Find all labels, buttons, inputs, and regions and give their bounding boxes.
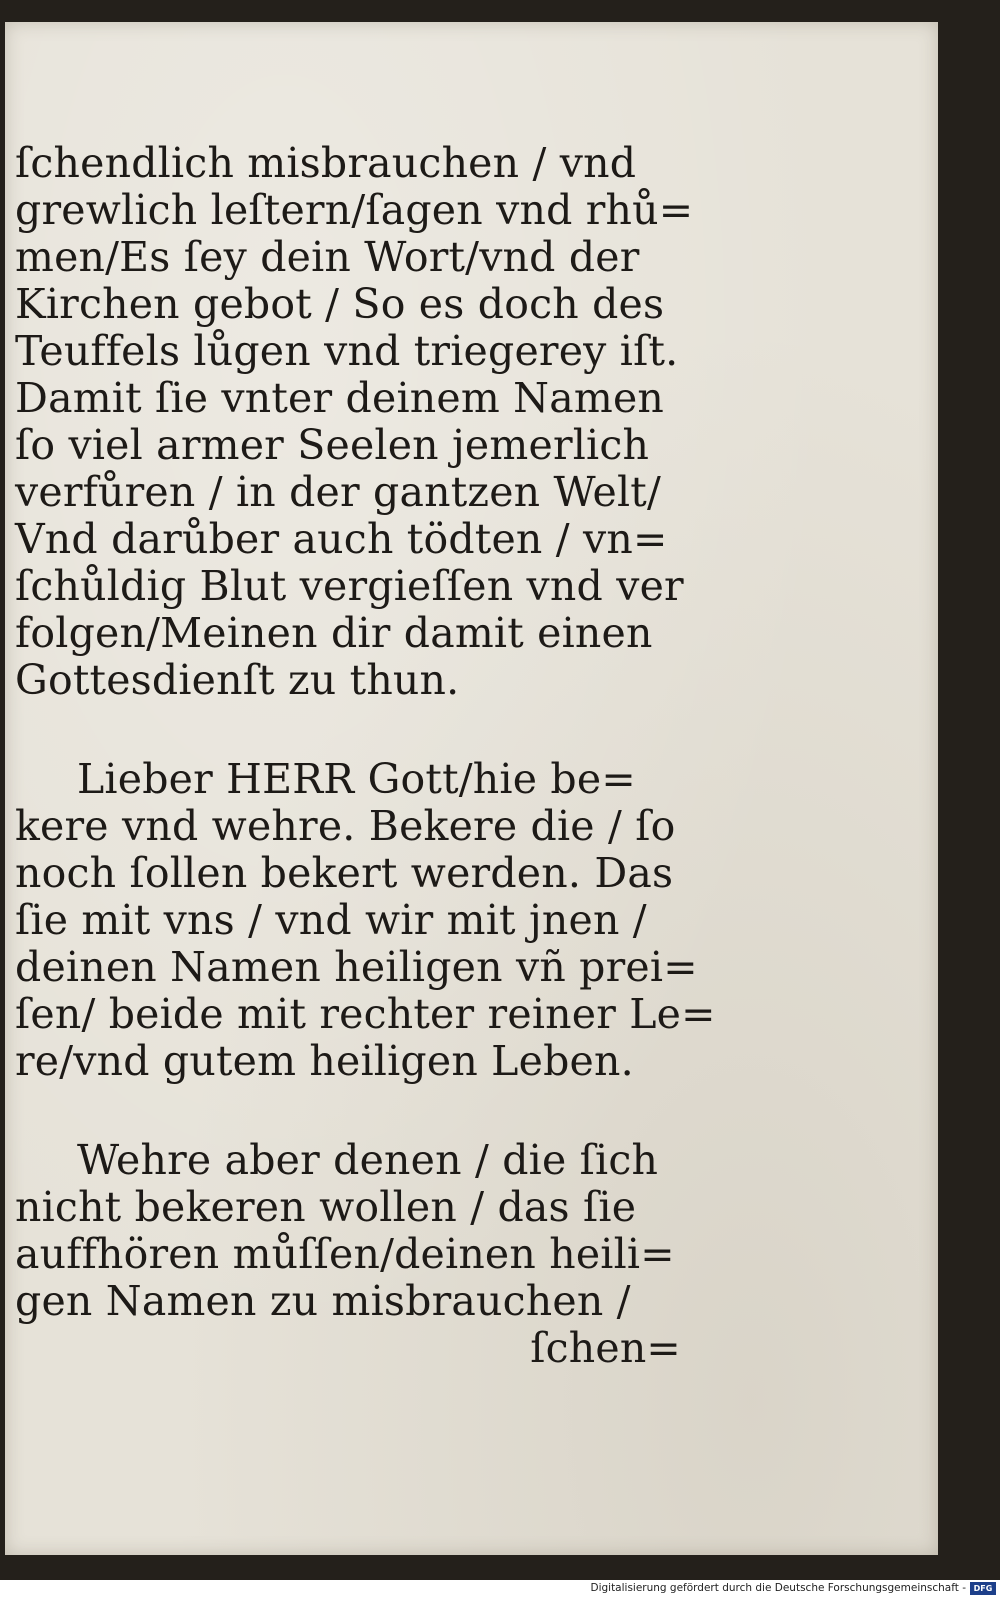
text-line: folgen/Meinen dir damit einen bbox=[15, 609, 653, 657]
text-line: grewlich leſtern/ſagen vnd rhů= bbox=[15, 186, 694, 234]
text-line: ſo viel armer Seelen jemerlich bbox=[15, 421, 650, 469]
dfg-logo: DFG bbox=[970, 1582, 996, 1595]
text-line: nicht bekeren wollen / das ſie bbox=[15, 1183, 637, 1231]
catchword: ſchen= bbox=[530, 1324, 681, 1372]
text-line: deinen Namen heiligen vñ prei= bbox=[15, 943, 698, 991]
paragraph-2 bbox=[15, 755, 716, 1085]
text-line: Teuffels lůgen vnd triegerey iſt. bbox=[15, 327, 679, 375]
text-line: gen Namen zu misbrauchen / bbox=[15, 1277, 631, 1325]
paragraph-1 bbox=[15, 140, 695, 704]
book-page bbox=[5, 22, 938, 1555]
text-line: Kirchen gebot / So es doch des bbox=[15, 280, 665, 328]
text-line: Damit ſie vnter deinem Namen bbox=[15, 374, 665, 422]
text-line: kere vnd wehre. Bekere die / ſo bbox=[15, 802, 676, 850]
page-text bbox=[15, 139, 716, 1372]
text-line: verfůren / in der gantzen Welt/ bbox=[15, 468, 661, 516]
text-line: Wehre aber denen / die ſich bbox=[77, 1136, 659, 1184]
text-line: ſie mit vns / vnd wir mit jnen / bbox=[15, 896, 647, 944]
text-line: Gottesdienſt zu thun. bbox=[15, 656, 460, 704]
paragraph-3 bbox=[15, 1137, 695, 1372]
footer-bar bbox=[0, 1580, 1000, 1598]
text-line: auffhören můſſen/deinen heili= bbox=[15, 1230, 675, 1278]
text-line: Lieber HERR Gott/hie be= bbox=[77, 755, 636, 803]
text-line: ſen/ beide mit rechter reiner Le= bbox=[15, 990, 716, 1038]
text-line: re/vnd gutem heiligen Leben. bbox=[15, 1037, 634, 1085]
text-line: Vnd darůber auch tödten / vn= bbox=[15, 515, 668, 563]
text-line: men/Es ſey dein Wort/vnd der bbox=[15, 233, 640, 281]
text-line: noch ſollen bekert werden. Das bbox=[15, 849, 674, 897]
text-line: ſchendlich misbrauchen / vnd bbox=[15, 139, 637, 187]
text-line: ſchůldig Blut vergieſſen vnd ver bbox=[15, 562, 684, 610]
digitization-credit: Digitalisierung gefördert durch die Deutsche Forschungsgemeinschaft - bbox=[590, 1582, 966, 1594]
